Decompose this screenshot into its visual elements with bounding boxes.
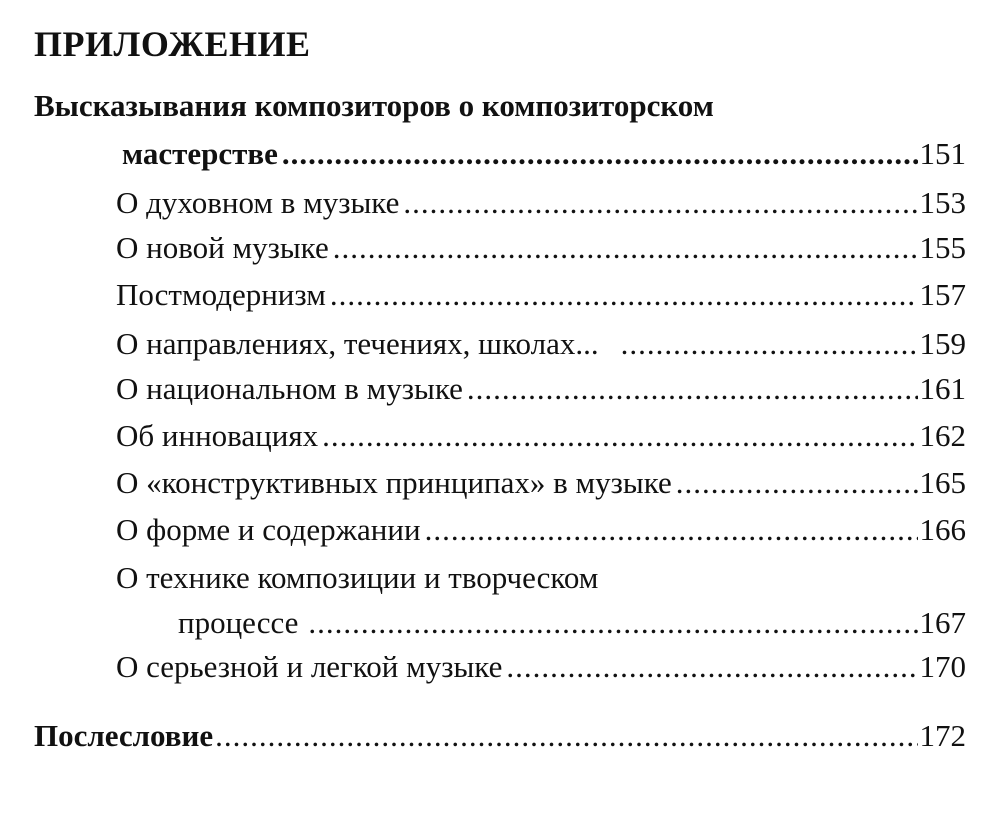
toc-entry[interactable]	[116, 181, 966, 225]
toc-entry-label: О форме и содержании	[116, 512, 421, 547]
toc-entry-label: Об инновациях	[116, 418, 319, 453]
dot-leader	[506, 645, 917, 689]
toc-page-number: 161	[919, 371, 966, 406]
toc-page-number: 159	[919, 326, 966, 361]
dot-leader	[282, 132, 918, 176]
toc-entry-label: Послесловие	[34, 718, 214, 753]
toc-entry-label: Постмодернизм	[116, 277, 326, 312]
toc-entry-label: О «конструктивных принципах» в музыке	[116, 465, 672, 500]
dot-leader	[308, 601, 917, 645]
toc-page-number: 157	[919, 277, 966, 312]
toc-entry-label: процессе	[178, 605, 299, 640]
dot-leader	[403, 181, 917, 225]
toc-page-number: 165	[919, 465, 966, 500]
toc-entry[interactable]	[116, 322, 966, 366]
toc-entry-label: О направлениях, течениях, школах...	[116, 326, 599, 361]
toc-entry-technique[interactable]	[178, 601, 966, 645]
dot-leader	[215, 714, 917, 758]
toc-entry[interactable]	[116, 226, 966, 270]
toc-entry-label: О духовном в музыке	[116, 185, 400, 220]
toc-page-number: 153	[919, 185, 966, 220]
toc-entry[interactable]	[116, 508, 966, 552]
dot-leader	[425, 508, 918, 552]
toc-page-number: 172	[919, 718, 966, 753]
dot-leader	[333, 226, 918, 270]
dot-leader	[676, 461, 918, 505]
dot-leader	[467, 367, 918, 411]
dot-leader	[330, 273, 918, 317]
toc-page-number: 167	[919, 605, 966, 640]
toc-page-number: 166	[919, 512, 966, 547]
section-title-line1: Высказывания композиторов о композиторском	[34, 88, 714, 123]
toc-page-number: 155	[919, 230, 966, 265]
toc-entry-label: О новой музыке	[116, 230, 329, 265]
toc-entry-technique-line1: О технике композиции и творческом	[116, 560, 599, 595]
toc-page-number: 162	[919, 418, 966, 453]
toc-entry-label: О национальном в музыке	[116, 371, 463, 406]
dot-leader	[621, 322, 918, 366]
toc-page-number: 151	[919, 136, 966, 171]
dot-leader	[322, 414, 917, 458]
toc-page-number: 170	[919, 649, 966, 684]
toc-entry-label: мастерстве	[122, 136, 278, 171]
toc-entry-label: О серьезной и легкой музыке	[116, 649, 503, 684]
toc-entry[interactable]	[116, 645, 966, 689]
toc-entry-afterword[interactable]	[34, 714, 966, 758]
toc-entry[interactable]	[116, 273, 966, 317]
toc-entry[interactable]	[116, 367, 966, 411]
toc-entry[interactable]	[116, 414, 966, 458]
appendix-heading: ПРИЛОЖЕНИЕ	[34, 24, 311, 64]
toc-entry[interactable]	[116, 461, 966, 505]
toc-entry-mastery[interactable]	[122, 132, 966, 176]
